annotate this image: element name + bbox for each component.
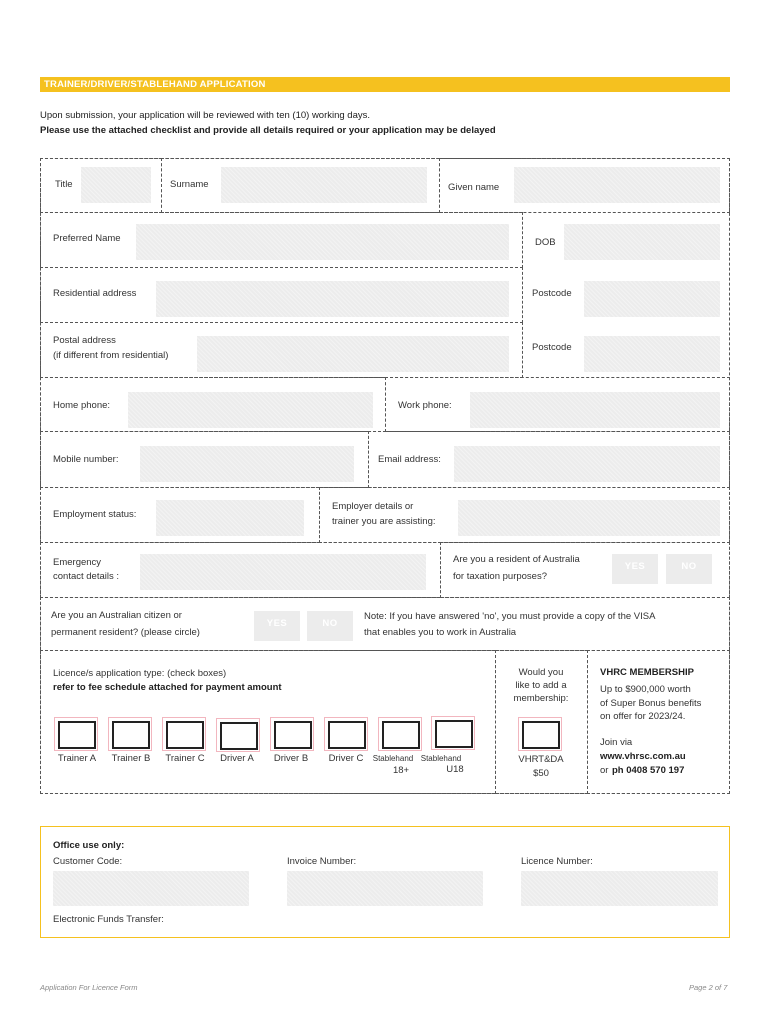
licence-heading: Licence/s application type: (check boxes) xyxy=(53,668,227,679)
title-field[interactable] xyxy=(81,167,151,203)
given-name-label: Given name xyxy=(448,182,500,193)
office-use-title: Office use only: xyxy=(53,840,125,851)
work-phone-field[interactable] xyxy=(470,392,720,428)
footer-form-name: Application For Licence Form xyxy=(40,983,138,992)
home-phone-label: Home phone: xyxy=(53,400,111,411)
customer-code-field[interactable] xyxy=(53,871,249,906)
licence-option-sublabel: 18+ xyxy=(392,765,410,776)
footer-page-number: Page 2 of 7 xyxy=(689,983,728,992)
licence-subheading: refer to fee schedule attached for payment amount xyxy=(53,682,282,693)
citizenship-cell xyxy=(40,597,730,651)
licence-option-label: Driver C xyxy=(328,753,364,764)
employment-status-label: Employment status: xyxy=(53,509,137,520)
invoice-number-label: Invoice Number: xyxy=(287,856,357,867)
checkbox-driver-a[interactable] xyxy=(216,718,260,752)
licence-number-field[interactable] xyxy=(521,871,718,906)
title-label: Title xyxy=(55,179,73,190)
postal-address-field[interactable] xyxy=(197,336,509,372)
intro-line-2: Please use the attached checklist and provide all details required or your application may be delayed xyxy=(40,125,496,136)
checkbox-vhrtda-membership[interactable] xyxy=(518,717,562,751)
employment-status-field[interactable] xyxy=(156,500,304,536)
postcode-label: Postcode xyxy=(532,288,572,299)
postal-address-label: Postal address xyxy=(53,335,116,346)
home-phone-field[interactable] xyxy=(128,392,373,428)
membership-option-price: $50 xyxy=(533,768,549,779)
vhrc-membership-title: VHRC MEMBERSHIP xyxy=(600,667,694,678)
vhrc-phone: ph 0408 570 197 xyxy=(612,765,685,776)
invoice-number-field[interactable] xyxy=(287,871,483,906)
postal-address-sublabel: (if different from residential) xyxy=(53,350,169,361)
employer-details-field[interactable] xyxy=(458,500,720,536)
checkbox-stablehand-u18[interactable] xyxy=(431,716,475,750)
email-address-label: Email address: xyxy=(378,454,441,465)
membership-question-3: membership: xyxy=(513,693,569,704)
licence-option-label: Stablehand xyxy=(420,754,462,763)
vhrc-membership-line-2: of Super Bonus benefits xyxy=(600,698,702,709)
membership-question-2: like to add a xyxy=(515,680,567,691)
citizenship-question: Are you an Australian citizen or xyxy=(51,610,182,621)
eft-label: Electronic Funds Transfer: xyxy=(53,914,164,925)
membership-question-1: Would you xyxy=(518,667,564,678)
vhrc-membership-line-3: on offer for 2023/24. xyxy=(600,711,686,722)
licence-option-label: Trainer A xyxy=(57,753,97,764)
licence-option-label: Trainer C xyxy=(165,753,205,764)
given-name-field[interactable] xyxy=(514,167,720,203)
tax-resident-yes-option[interactable]: YES xyxy=(612,554,658,584)
licence-option-label: Trainer B xyxy=(111,753,151,764)
vhrc-membership-line-1: Up to $900,000 worth xyxy=(600,684,691,695)
intro-line-1: Upon submission, your application will be reviewed with ten (10) working days. xyxy=(40,110,371,121)
dob-field[interactable] xyxy=(564,224,720,260)
surname-label: Surname xyxy=(170,179,209,190)
mobile-number-field[interactable] xyxy=(140,446,354,482)
membership-option-name: VHRT&DA xyxy=(518,754,564,765)
checkbox-trainer-c[interactable] xyxy=(162,717,206,751)
emergency-contact-label: Emergency xyxy=(53,557,102,568)
customer-code-label: Customer Code: xyxy=(53,856,123,867)
citizen-no-option[interactable]: NO xyxy=(307,611,353,641)
checkbox-driver-c[interactable] xyxy=(324,717,368,751)
postcode-field[interactable] xyxy=(584,281,720,317)
visa-note-2: that enables you to work in Australia xyxy=(364,627,517,638)
postal-postcode-label: Postcode xyxy=(532,342,572,353)
preferred-name-label: Preferred Name xyxy=(53,233,121,244)
employer-details-sublabel: trainer you are assisting: xyxy=(332,516,436,527)
vhrc-website-link[interactable]: www.vhrsc.com.au xyxy=(600,751,686,762)
employer-details-label: Employer details or xyxy=(332,501,414,512)
tax-resident-no-option[interactable]: NO xyxy=(666,554,712,584)
licence-number-label: Licence Number: xyxy=(521,856,593,867)
licence-option-sublabel: U18 xyxy=(446,764,464,775)
preferred-name-field[interactable] xyxy=(136,224,509,260)
tax-resident-question-2: for taxation purposes? xyxy=(453,571,548,582)
residential-address-label: Residential address xyxy=(53,288,137,299)
checkbox-trainer-a[interactable] xyxy=(54,717,98,751)
surname-field[interactable] xyxy=(221,167,427,203)
visa-note: Note: If you have answered 'no', you must provide a copy of the VISA xyxy=(364,611,656,622)
citizenship-question-2: permanent resident? (please circle) xyxy=(51,627,200,638)
checkbox-driver-b[interactable] xyxy=(270,717,314,751)
citizen-yes-option[interactable]: YES xyxy=(254,611,300,641)
mobile-number-label: Mobile number: xyxy=(53,454,119,465)
licence-option-label: Driver B xyxy=(273,753,309,764)
section-banner: TRAINER/DRIVER/STABLEHAND APPLICATION xyxy=(40,77,730,92)
tax-resident-question: Are you a resident of Australia xyxy=(453,554,580,565)
emergency-contact-field[interactable] xyxy=(140,554,426,590)
vhrc-join-text: Join via xyxy=(600,737,633,748)
licence-option-label: Stablehand xyxy=(372,754,414,763)
licence-option-label: Driver A xyxy=(220,753,254,764)
checkbox-stablehand-18plus[interactable] xyxy=(378,717,422,751)
work-phone-label: Work phone: xyxy=(398,400,452,411)
vhrc-or-text: or xyxy=(600,765,609,776)
emergency-contact-sublabel: contact details : xyxy=(53,571,120,582)
residential-address-field[interactable] xyxy=(156,281,509,317)
email-address-field[interactable] xyxy=(454,446,720,482)
checkbox-trainer-b[interactable] xyxy=(108,717,152,751)
postal-postcode-field[interactable] xyxy=(584,336,720,372)
dob-label: DOB xyxy=(535,237,556,248)
